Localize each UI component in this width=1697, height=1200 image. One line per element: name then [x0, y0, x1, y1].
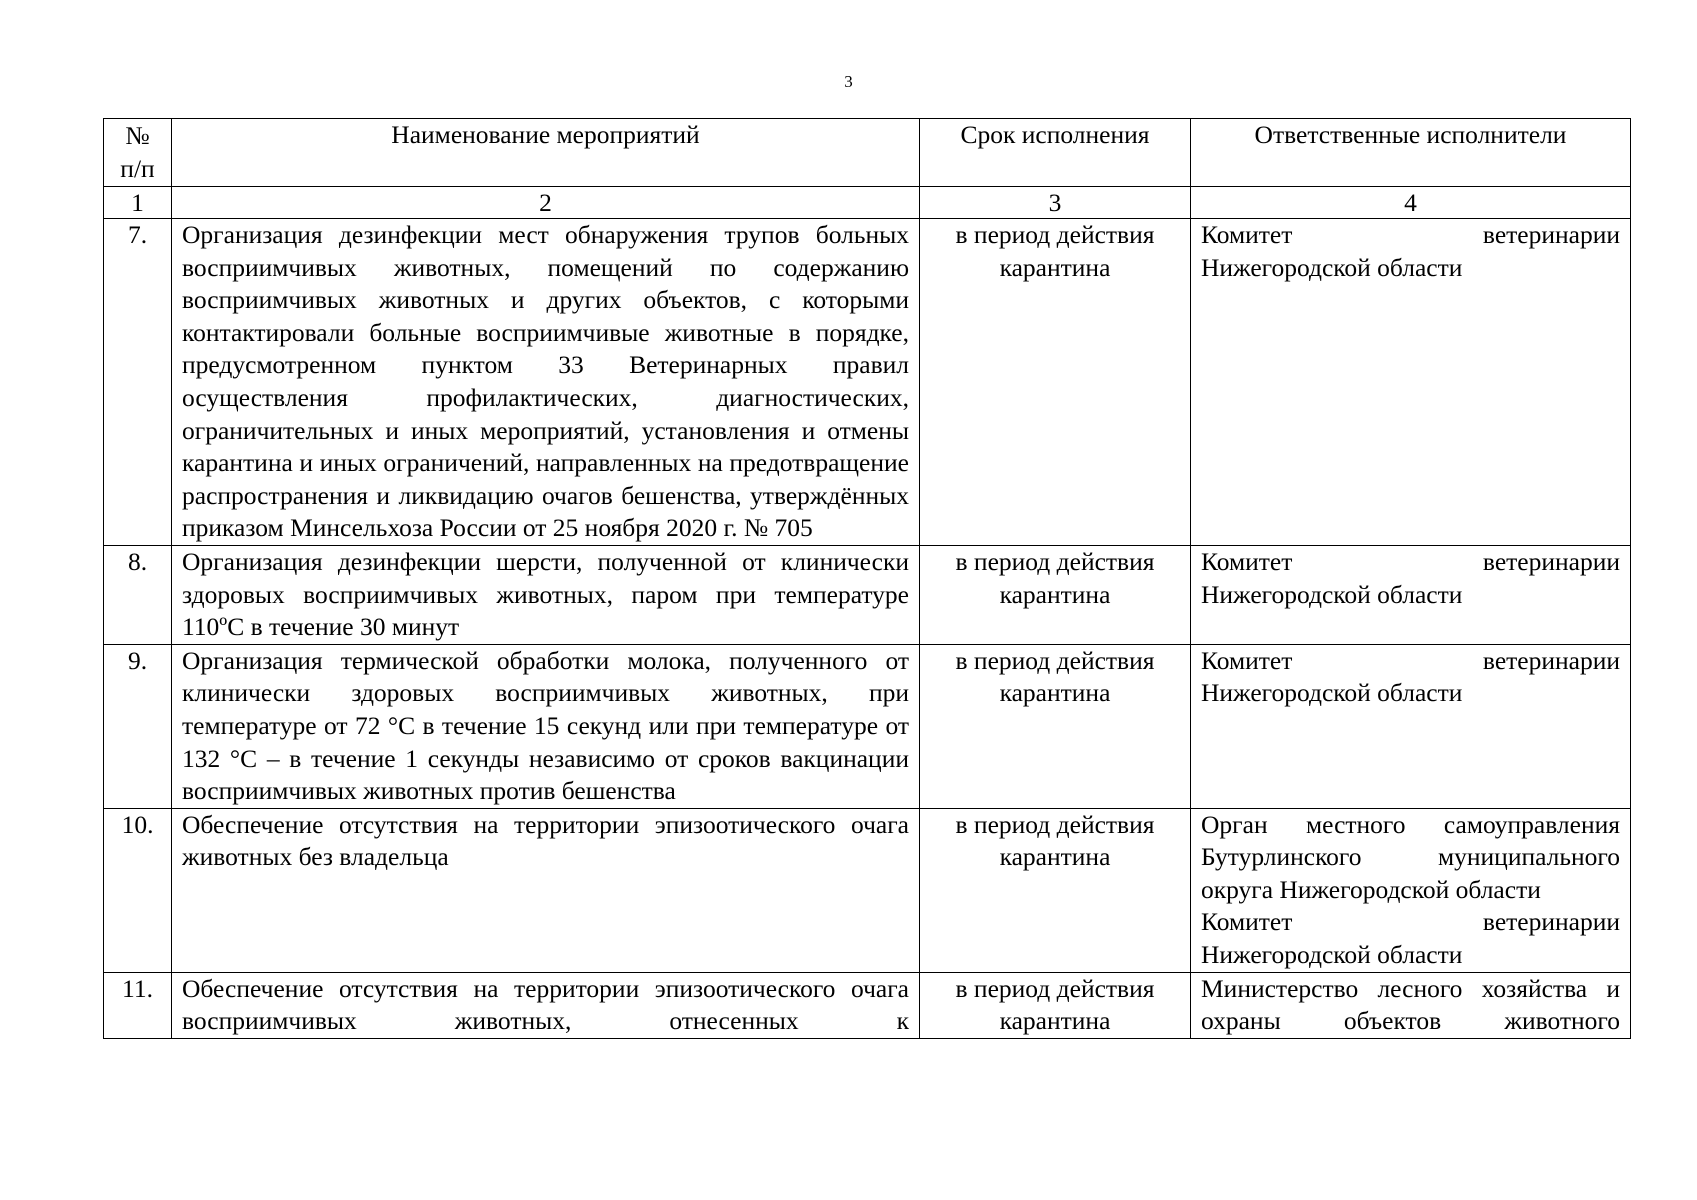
header-name: Наименование мероприятий	[172, 119, 920, 187]
column-index-row	[104, 187, 1631, 219]
responsible-line: Нижегородской области	[1201, 579, 1463, 609]
header-responsible: Ответственные исполнители	[1191, 119, 1631, 187]
table-row	[104, 644, 1631, 808]
responsible	[1191, 219, 1631, 546]
deadline-line-2: карантина	[999, 1006, 1111, 1036]
deadline-line-1: в период действия	[955, 220, 1155, 249]
header-term: Срок исполнения	[920, 119, 1191, 187]
row-number: 7.	[104, 219, 172, 546]
deadline-line-2: карантина	[999, 678, 1111, 708]
deadline	[920, 545, 1191, 644]
deadline-line-1: в период действия	[955, 645, 1155, 675]
table-header-row	[104, 119, 1631, 187]
row-number: 10.	[104, 808, 172, 972]
deadline-line-2: карантина	[999, 252, 1111, 282]
deadline-line-2: карантина	[999, 842, 1111, 872]
deadline-line-1: в период действия	[955, 546, 1155, 576]
header-number-abbr: п/п	[120, 153, 155, 183]
measures-table	[103, 118, 1631, 1039]
measure-name: Организация термической обработки молока, полученного от клинически здоровых восприимчивых животных, при температуре от 72 °С в течение 15 секунд или при температуре от 132 °С – в течение 1 секунды независимо от сроков вакцинации восприимчивых животных против бешенства	[172, 644, 920, 808]
responsible-line: Нижегородской области	[1201, 252, 1463, 282]
measure-name: Обеспечение отсутствия на территории эпизоотического очага животных без владельца	[172, 808, 920, 972]
measure-name: Организация дезинфекции мест обнаружения трупов больных восприимчивых животных, помещений по содержанию восприимчивых животных и других объектов, с которыми контактировали больные восприимчивые животные в порядке, предусмотренном пунктом 33 Ветеринарных правил осуществления профилактических, диагностических, ограничительных и иных мероприятий, установления и отмены карантина и иных ограничений, направленных на предотвращение распространения и ликвидацию очагов бешенства, утверждённых приказом Минсельхоза России от 25 ноября 2020 г. № 705	[172, 219, 920, 546]
table-row	[104, 219, 1631, 546]
responsible	[1191, 644, 1631, 808]
responsible-line: Нижегородской области	[1201, 678, 1463, 708]
table-row	[104, 545, 1631, 644]
responsible-line: Комитет ветеринарии	[1201, 546, 1620, 576]
row-number: 8.	[104, 545, 172, 644]
column-index-4: 4	[1191, 187, 1631, 219]
deadline-line-2: карантина	[999, 579, 1111, 609]
row-number: 9.	[104, 644, 172, 808]
header-number	[104, 119, 172, 187]
column-index-2: 2	[172, 187, 920, 219]
page-number: 3	[844, 72, 853, 91]
responsible-line: Комитет ветеринарии	[1201, 645, 1620, 675]
responsible-line: Нижегородской области	[1201, 940, 1463, 970]
responsible	[1191, 545, 1631, 644]
responsible	[1191, 808, 1631, 972]
deadline	[920, 972, 1191, 1038]
header-number-symbol: №	[125, 121, 150, 150]
responsible-line: Министерство лесного хозяйства и охраны объектов животного	[1201, 973, 1620, 1036]
measure-name: Обеспечение отсутствия на территории эпизоотического очага восприимчивых животных, отнесенных к	[172, 972, 920, 1038]
measure-name: Организация дезинфекции шерсти, полученной от клинически здоровых восприимчивых животных, паром при температуре 110ºС в течение 30 минут	[172, 545, 920, 644]
row-number: 11.	[104, 972, 172, 1038]
deadline-line-1: в период действия	[955, 973, 1155, 1003]
responsible-line: Комитет ветеринарии	[1201, 220, 1620, 249]
column-index-1: 1	[104, 187, 172, 219]
table-row	[104, 972, 1631, 1038]
deadline	[920, 644, 1191, 808]
deadline-line-1: в период действия	[955, 809, 1155, 839]
responsible-line: Орган местного самоуправления Бутурлинского муниципального округа Нижегородской области	[1201, 809, 1620, 904]
table-row	[104, 808, 1631, 972]
responsible-line: Комитет ветеринарии	[1201, 907, 1620, 937]
column-index-3: 3	[920, 187, 1191, 219]
responsible	[1191, 972, 1631, 1038]
deadline	[920, 219, 1191, 546]
deadline	[920, 808, 1191, 972]
